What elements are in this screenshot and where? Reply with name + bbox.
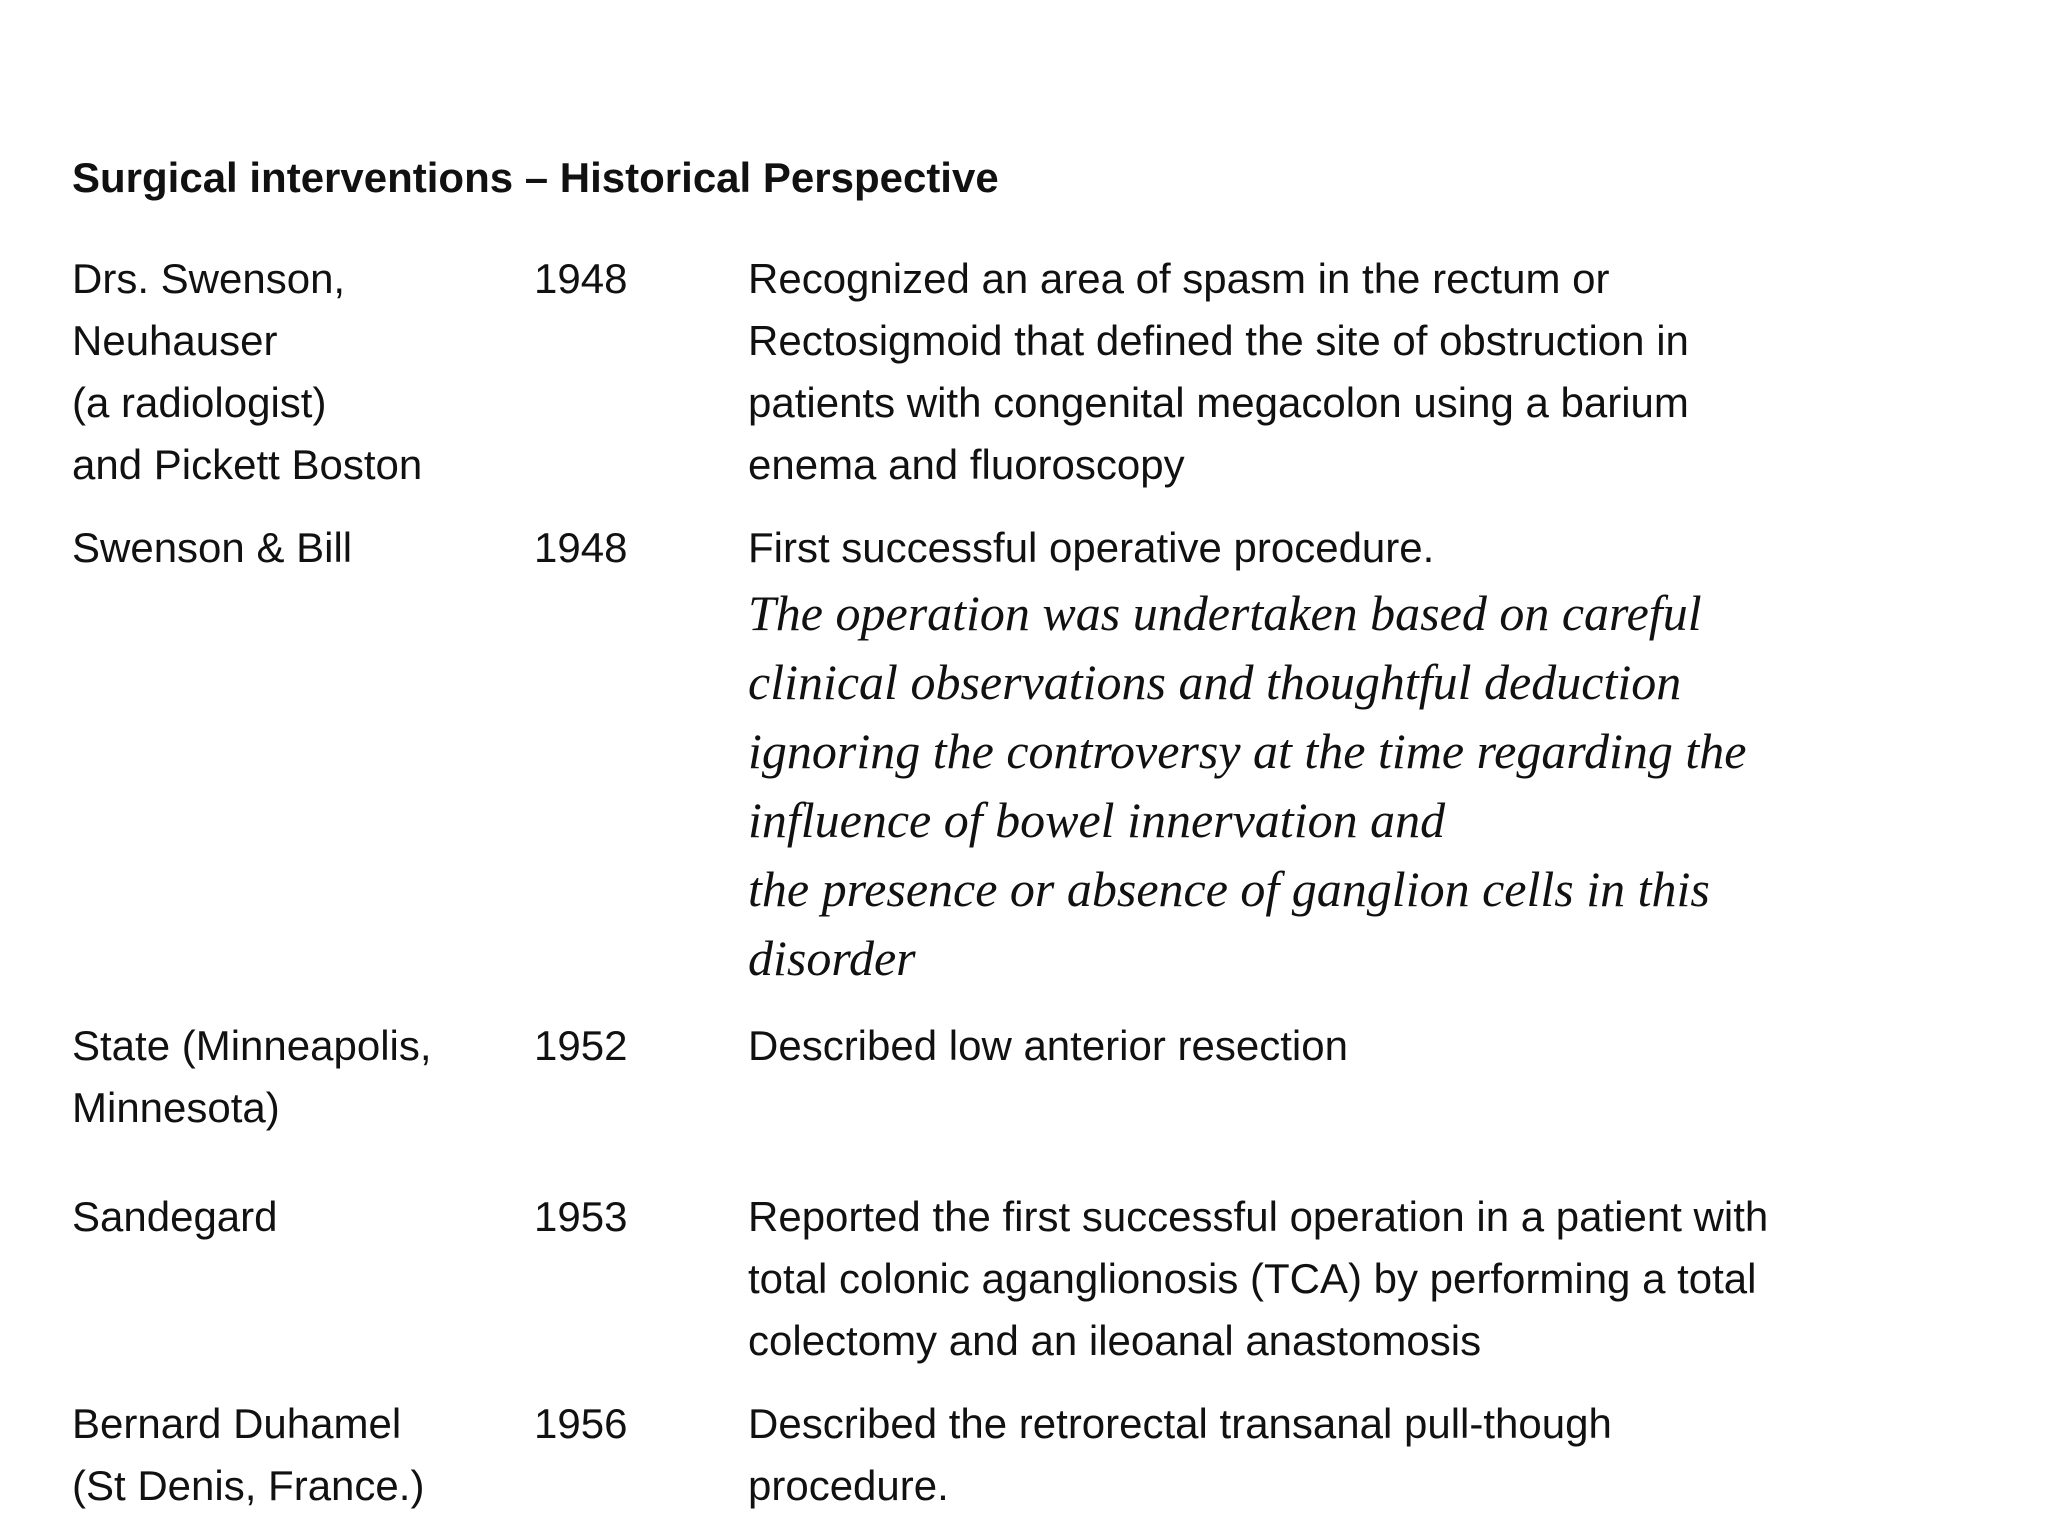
quote-line: The operation was undertaken based on careful bbox=[748, 585, 1702, 641]
slide-title: Surgical interventions – Historical Perspective bbox=[72, 154, 999, 201]
description-line: procedure. bbox=[748, 1462, 949, 1509]
researcher-cell bbox=[72, 517, 512, 579]
quote-line: ignoring the controversy at the time regarding the bbox=[748, 723, 1747, 779]
researcher-line: (a radiologist) bbox=[72, 379, 327, 426]
researcher-cell bbox=[72, 1186, 512, 1248]
quote-line: disorder bbox=[748, 930, 916, 986]
description-line: Described the retrorectal transanal pull-though bbox=[748, 1400, 1612, 1447]
year-cell: 1948 bbox=[534, 255, 628, 302]
description-line: Described low anterior resection bbox=[748, 1022, 1348, 1069]
description-cell bbox=[748, 1393, 2028, 1517]
description-line: Reported the first successful operation in a patient with bbox=[748, 1193, 1769, 1240]
description-cell bbox=[748, 1186, 2028, 1372]
researcher-cell bbox=[72, 1393, 512, 1517]
description-cell bbox=[748, 517, 2028, 993]
researcher-line: Drs. Swenson, bbox=[72, 255, 346, 302]
description-line: Recognized an area of spasm in the rectum or bbox=[748, 255, 1610, 302]
year-cell: 1953 bbox=[534, 1193, 628, 1240]
researcher-line: State (Minneapolis, bbox=[72, 1022, 432, 1069]
year-cell: 1956 bbox=[534, 1400, 628, 1447]
description-line: total colonic aganglionosis (TCA) by performing a total bbox=[748, 1255, 1757, 1302]
researcher-line: Swenson & Bill bbox=[72, 524, 353, 571]
description-line: First successful operative procedure. bbox=[748, 524, 1435, 571]
year-cell: 1952 bbox=[534, 1022, 628, 1069]
description-cell bbox=[748, 1015, 2028, 1077]
description-line: enema and fluoroscopy bbox=[748, 441, 1185, 488]
researcher-cell bbox=[72, 248, 512, 496]
description-line: colectomy and an ileoanal anastomosis bbox=[748, 1317, 1482, 1364]
researcher-line: Neuhauser bbox=[72, 317, 278, 364]
quote-line: clinical observations and thoughtful deduction bbox=[748, 654, 1682, 710]
year-cell: 1948 bbox=[534, 524, 628, 571]
italic-quote bbox=[748, 579, 2028, 993]
researcher-line: Sandegard bbox=[72, 1193, 278, 1240]
description-cell bbox=[748, 248, 2028, 496]
researcher-line: Bernard Duhamel bbox=[72, 1400, 402, 1447]
description-line: Rectosigmoid that defined the site of obstruction in bbox=[748, 317, 1689, 364]
researcher-line: and Pickett Boston bbox=[72, 441, 423, 488]
description-line: patients with congenital megacolon using a barium bbox=[748, 379, 1689, 426]
quote-line: influence of bowel innervation and bbox=[748, 792, 1446, 848]
researcher-cell bbox=[72, 1015, 512, 1139]
quote-line: the presence or absence of ganglion cells in this bbox=[748, 861, 1710, 917]
researcher-line: Minnesota) bbox=[72, 1084, 280, 1131]
researcher-line: (St Denis, France.) bbox=[72, 1462, 425, 1509]
